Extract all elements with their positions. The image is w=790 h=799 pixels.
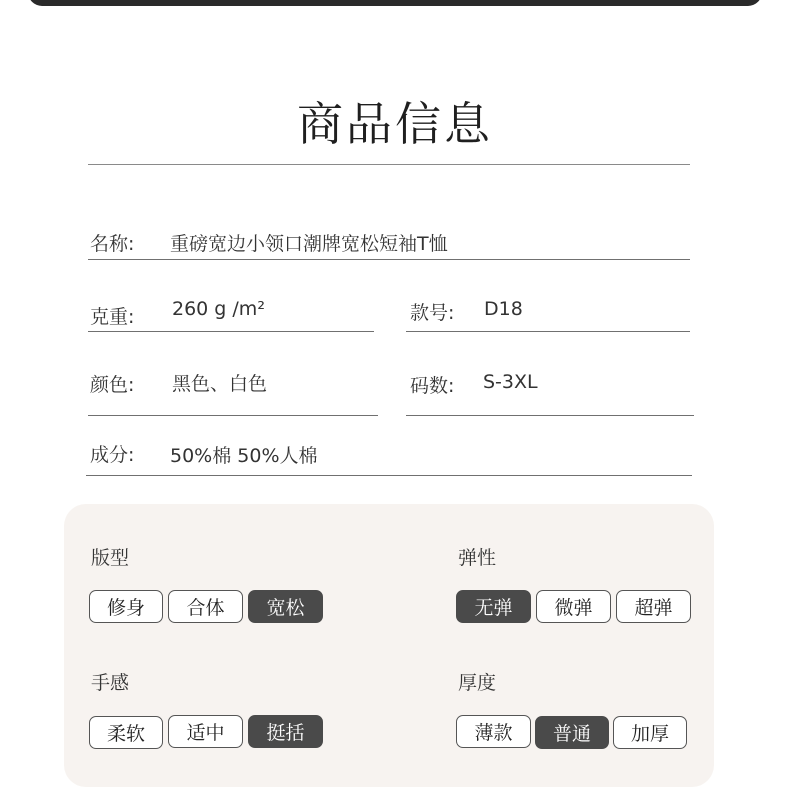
composition-value: 50%棉 50%人棉: [170, 445, 318, 467]
thickness-option-regular[interactable]: 普通: [535, 716, 609, 749]
color-value: 黑色、白色: [172, 373, 268, 395]
name-divider: [88, 259, 690, 260]
style-no-label: 款号:: [410, 302, 455, 324]
sizes-value: S-3XL: [483, 371, 538, 393]
composition-divider: [86, 475, 692, 476]
weight-divider: [88, 331, 374, 332]
color-divider: [88, 415, 378, 416]
fit-title: 版型: [91, 547, 130, 569]
sizes-label: 码数:: [410, 375, 455, 397]
fit-option-regular[interactable]: 合体: [168, 590, 243, 623]
title-divider: [88, 164, 690, 165]
style-no-value: D18: [484, 298, 523, 320]
name-label: 名称:: [90, 233, 135, 255]
elasticity-option-slight[interactable]: 微弹: [536, 590, 611, 623]
fit-option-loose[interactable]: 宽松: [248, 590, 323, 623]
elasticity-option-none[interactable]: 无弹: [456, 590, 531, 623]
weight-value: 260 g /m²: [172, 298, 265, 320]
feel-option-medium[interactable]: 适中: [168, 715, 243, 748]
style-no-divider: [406, 331, 690, 332]
feel-title: 手感: [91, 672, 130, 694]
weight-label: 克重:: [90, 306, 135, 328]
color-label: 颜色:: [90, 374, 135, 396]
fit-option-slim[interactable]: 修身: [89, 590, 163, 623]
name-value: 重磅宽边小领口潮牌宽松短袖T恤: [170, 233, 448, 255]
sizes-divider: [406, 415, 694, 416]
top-banner-edge: [28, 0, 762, 6]
thickness-option-thick[interactable]: 加厚: [613, 716, 687, 749]
composition-label: 成分:: [90, 444, 135, 466]
feel-option-soft[interactable]: 柔软: [89, 716, 163, 749]
elasticity-option-high[interactable]: 超弹: [616, 590, 691, 623]
page-title: 商品信息: [297, 97, 493, 151]
thickness-option-thin[interactable]: 薄款: [456, 715, 531, 748]
thickness-title: 厚度: [458, 672, 497, 694]
feel-option-crisp[interactable]: 挺括: [248, 715, 323, 748]
elasticity-title: 弹性: [458, 547, 497, 569]
